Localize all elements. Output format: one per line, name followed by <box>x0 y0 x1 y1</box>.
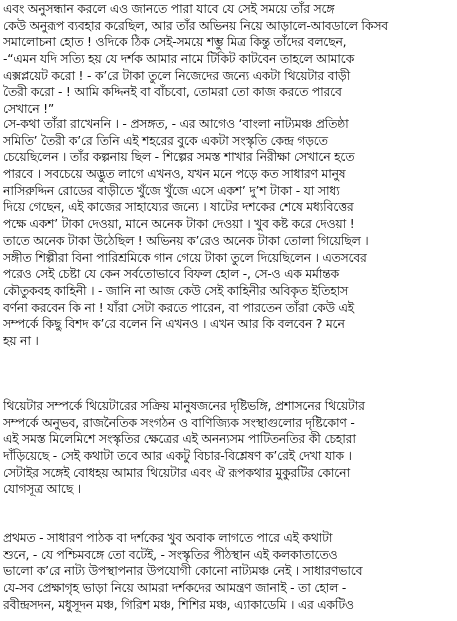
text-line: যোগসূত্র আছে । <box>3 482 82 497</box>
text-line: রবীন্দ্রসদন, মধুসূদন মঞ্চ, গিরিশ মঞ্চ, শিশির মঞ্চ, এ্যাকাডেমি । এর একটিও <box>3 597 354 612</box>
text-line: থিয়েটার সম্পর্কে থিয়েটারের সক্রিয় মানুষজনের দৃষ্টিভঙ্গি, প্রশাসনের থিয়েটার <box>3 399 365 413</box>
text-line: বর্ণনা করবেন কি না ! যাঁরা সেটা করতে পারেন, বা পারতেন তাঁরা কেউ এই <box>3 300 354 315</box>
text-line: পক্ষে একশ’ টাকা দেওয়া, মানে অনেক টাকা দেওয়া । খুব কষ্ট করে দেওয়া ! <box>3 217 355 232</box>
text-line: হয় না । <box>3 333 39 348</box>
text-line: সমিতি’ তৈরী ক’রে তিনি এই শহরের বুকে একটা সংস্কৃতি কেন্দ্র গড়তে <box>3 133 328 148</box>
text-line: তৈরী করো - ! আমি কদ্দিনই বা বাঁচবো, তোমরা তো কাজ করতে পারবে <box>3 85 342 100</box>
text-line: তাতে অনেক টাকা উঠেছিল ! অভিনয় ক’রেও অনেক টাকা তোলা গিয়েছিল । <box>3 233 369 248</box>
text-line: এই সমস্ত মিলেমিশে সংস্কৃতির ক্ষেত্রের এই অনন্যসম পাটিতনতির কী চেহারা <box>3 432 356 447</box>
text-line: এবং অনুসন্ধান করলে এও জানতে পারা যাবে যে সেই সময়ে তাঁর সঙ্গে <box>3 2 335 16</box>
text-line: পারবে । সবচেয়ে অদ্ভুত লাগে এখনও, যখন মনে পড়ে কত সাধারণ মানুষ <box>3 167 346 182</box>
text-line: চেয়েছিলেন । তাঁর কল্পনায় ছিল - শিল্পের সমস্ত শাখার নিরীক্ষা সেখানে হতে <box>3 150 355 165</box>
paragraph-4 <box>3 530 454 613</box>
text-line: সম্পর্কে অনুভব, রাজনৈতিক সংগঠন ও বাণিজ্যিক সংস্থাগুলোর দৃষ্টিকোণ - <box>3 415 355 430</box>
text-line: পরেও সেই চেষ্টা যে কেন সর্বতোভাবে বিফল হোল -, সে-ও এক মর্মান্তক <box>3 267 339 282</box>
paragraph-2 <box>3 116 454 350</box>
text-line: প্রথমত - সাধারণ পাঠক বা দর্শকের খুব অবাক লাগতে পারে এই কথাটা <box>3 531 333 545</box>
text-line: ভালো ক’রে নাট্য উপস্থাপনার উপযোগী কোনো নাট্যমঞ্চ নেই । সাধারণভাবে <box>3 564 363 579</box>
text-line: শুনে, - যে পশ্চিমবঙ্গে তো বটেই, - সংস্কৃতির পীঠস্থান এই কলকাতাতেও <box>3 547 338 562</box>
text-line: দাঁড়িয়েছে - সেই কথাটা তবে আর একটু বিচার-বিশ্লেষণ ক’রেই দেখা যাক । <box>3 449 352 464</box>
text-line: নাসিরুদ্দিন রোডের বাড়ীতে খুঁজে খুঁজে এসে একশ’ দু’শ টাকা - যা সাধ্য <box>3 183 340 198</box>
text-line: সঙ্গীত শিল্পীরা বিনা পারিশ্রমিকে গান গেয়ে টাকা তুলে দিয়েছিলেন । এতসবের <box>3 250 367 265</box>
text-line: দিয়ে গেছেন, এই কাজের সাহায্যের জন্যে । ষাটের দশকের শেষে মধ্যবিত্তের <box>3 200 354 215</box>
text-line: সেটাইর সঙ্গেই বোধহয় আমার থিয়েটার এবং ঐ রূপকথার মুকুরটির কোনো <box>3 465 350 480</box>
text-line: এক্সপ্লয়েট করো ! - ক’রে টাকা তুলে নিজেদের জন্যে একটা থিয়েটার বাড়ী <box>3 68 350 83</box>
text-line: সে-কথা তাঁরা রাখেননি । - প্রসঙ্গত, - এর আগেও ‘বাংলা নাট্যমঞ্চ প্রতিষ্ঠা <box>3 117 349 131</box>
text-line: কৌতুকবহ কাহিনী । - জানি না আজ কেউ সেই কাহিনীর অবিকৃত ইতিহাস <box>3 283 348 298</box>
text-line: কেউ অনুরূপ ব্যবহার করেছিল, আর তাঁর অভিনয় নিয়ে আড়ালে-আবডালে কিসব <box>3 18 388 33</box>
paragraph-1 <box>3 1 454 118</box>
text-line: সম্পর্কে কিছু বিশদ ক’রে বলেন নি এখনও । এখন আর কি বলবেন ? মনে <box>3 317 345 332</box>
text-line: সেখানে !” <box>3 102 55 117</box>
text-line: -“এমন যদি সত্যি হয় যে দর্শক আমার নামে টিকিট কাটবেন তাহলে আমাকে <box>3 52 354 67</box>
paragraph-3 <box>3 398 454 498</box>
text-line: সমালোচনা হোত ! ওদিকে ঠিক সেই-সময়ে শম্ভু মিত্র কিন্তু তাঁদের বলছেন, <box>3 35 347 50</box>
text-line: যে-সব প্রেক্ষাগৃহ ভাড়া নিয়ে আমরা দর্শকদের আমন্ত্রণ জানাই - তা হোল - <box>3 581 347 596</box>
